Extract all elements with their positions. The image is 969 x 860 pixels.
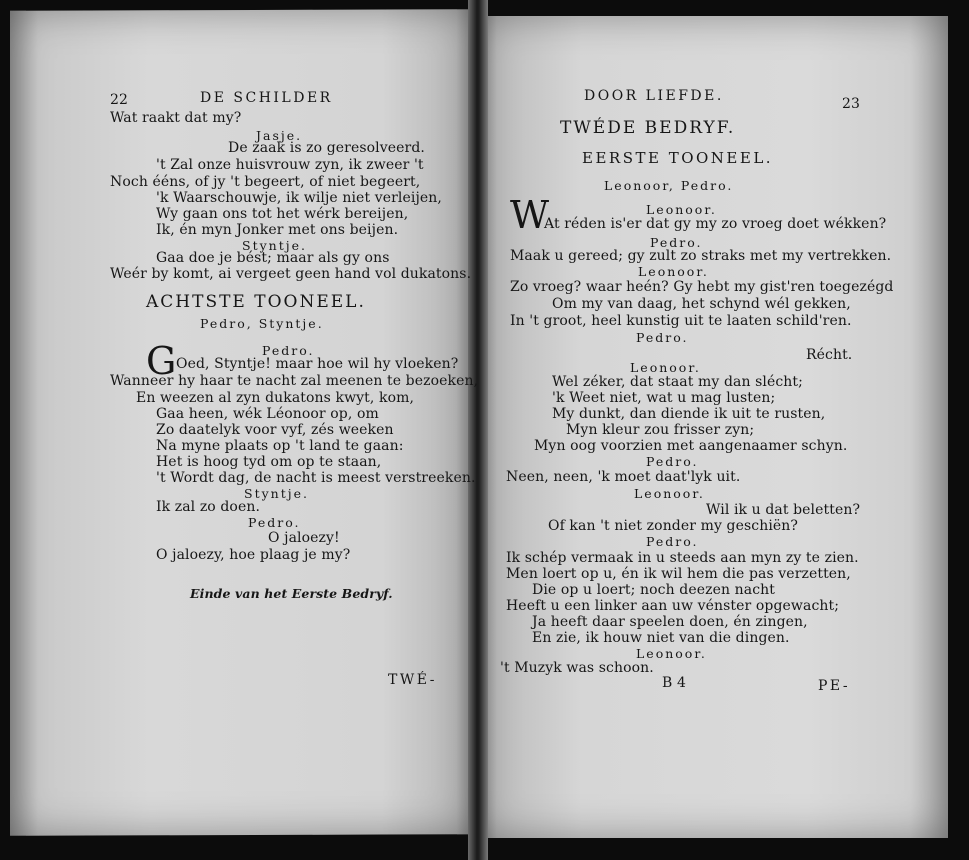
- right-leonoor-line-3: In 't groot, heel kunstig uit te laaten schild'ren.: [510, 313, 852, 329]
- left-page-number: 22: [110, 92, 129, 108]
- speaker-leonoor-right-5: Leonoor.: [636, 646, 707, 661]
- right-leonoor-line-2: Om my van daag, het schynd wél gekken,: [552, 296, 851, 312]
- right-line-geschien: Of kan 't niet zonder my geschiën?: [548, 518, 799, 534]
- right-signature: B 4: [662, 675, 686, 691]
- left-speech-1: Oed, Styntje! maar hoe wil hy vloeken?: [176, 356, 459, 372]
- right-leonoor2-line-2: 'k Weet niet, wat u mag lusten;: [552, 390, 776, 406]
- speaker-pedro-right-3: Pedro.: [646, 454, 699, 469]
- left-scene-characters: Pedro, Styntje.: [200, 316, 324, 331]
- speaker-styntje-left-2: Styntje.: [244, 486, 309, 501]
- book-gutter: [468, 0, 488, 860]
- right-pedro-line-1: Ik schép vermaak in u steeds aan myn zy te zien.: [506, 550, 859, 566]
- left-line-1: Wat raakt dat my?: [110, 110, 242, 126]
- left-speech-5: Zo daatelyk voor vyf, zés weeken: [156, 422, 394, 438]
- right-pedro-line-4: Heeft u een linker aan uw vénster opgewacht;: [506, 598, 840, 614]
- right-pedro-line-2: Men loert op u, én ik wil hem die pas verzetten,: [506, 566, 851, 582]
- left-drop-cap: G: [146, 339, 177, 383]
- right-leonoor2-line-1: Wel zéker, dat staat my dan slécht;: [552, 374, 803, 390]
- left-speech-8: 't Wordt dag, de nacht is meest verstreeken.: [156, 470, 476, 486]
- speaker-pedro-left-2: Pedro.: [248, 515, 301, 530]
- left-speech-7: Het is hoog tyd om op te staan,: [156, 454, 382, 470]
- speaker-leonoor-right-1: Leonoor.: [646, 202, 717, 217]
- right-leonoor2-line-5: Myn oog voorzien met aangenaamer schyn.: [534, 438, 848, 454]
- left-line-3: De zaak is zo geresolveerd.: [228, 140, 425, 156]
- left-line-10: Gaa doe je bést; maar als gy ons: [156, 250, 390, 266]
- right-line-neen: Neen, neen, 'k moet daat'lyk uit.: [506, 469, 741, 485]
- right-catchword: PE-: [818, 678, 851, 694]
- right-leonoor2-line-3: My dunkt, dan diende ik uit te rusten,: [552, 406, 826, 422]
- left-speech-4: Gaa heen, wék Léonoor op, om: [156, 406, 379, 422]
- left-scene-heading: ACHTSTE TOONEEL.: [146, 292, 366, 312]
- speaker-pedro-right-4: Pedro.: [646, 534, 699, 549]
- left-speech-3: En weezen al zyn dukatons kwyt, kom,: [136, 390, 415, 406]
- left-line-11: Weér by komt, ai vergeet geen hand vol dukatons.: [110, 266, 472, 282]
- right-line-beletten: Wil ik u dat beletten?: [706, 502, 861, 518]
- right-scene-heading: EERSTE TOONEEL.: [582, 149, 774, 167]
- left-line-4: 't Zal onze huisvrouw zyn, ik zweer 't: [156, 157, 424, 173]
- right-line-muzyk: 't Muzyk was schoon.: [500, 660, 654, 676]
- right-pedro-line-3: Die op u loert; noch deezen nacht: [532, 582, 775, 598]
- left-speech-2: Wanneer hy haar te nacht zal meenen te bezoeken,: [110, 373, 479, 389]
- speaker-leonoor-right-3: Leonoor.: [630, 360, 701, 375]
- left-line-7: Wy gaan ons tot het wérk bereijen,: [156, 206, 409, 222]
- left-line-5: Noch ééns, of jy 't begeert, of niet begeert,: [110, 174, 421, 190]
- right-line-recht: Récht.: [806, 347, 853, 363]
- speaker-jasje: Jasje.: [256, 128, 303, 143]
- right-pedro-line-5: Ja heeft daar speelen doen, én zingen,: [532, 614, 808, 630]
- left-end-note: Einde van het Eerste Bedryf.: [190, 586, 393, 601]
- speaker-leonoor-right-2: Leonoor.: [638, 264, 709, 279]
- left-catchword: TWÉ-: [388, 672, 437, 688]
- left-running-head: DE SCHILDER: [200, 90, 333, 106]
- left-line-jaloezy-1: O jaloezy!: [268, 530, 340, 546]
- speaker-leonoor-right-4: Leonoor.: [634, 486, 705, 501]
- right-drop-cap: W: [510, 193, 550, 237]
- right-first-line: At réden is'er dat gy my zo vroeg doet wékken?: [544, 216, 887, 232]
- left-speech-6: Na myne plaats op 't land te gaan:: [156, 438, 404, 454]
- speaker-styntje: Styntje.: [242, 238, 307, 253]
- right-leonoor2-line-4: Myn kleur zou frisser zyn;: [566, 422, 755, 438]
- right-scene-characters: Leonoor, Pedro.: [604, 178, 734, 193]
- right-page-number: 23: [842, 96, 861, 112]
- left-line-jaloezy-2: O jaloezy, hoe plaag je my?: [156, 547, 351, 563]
- speaker-pedro-right-2: Pedro.: [636, 330, 689, 345]
- right-act-heading: TWÉDE BEDRYF.: [560, 118, 736, 138]
- right-pedro-line-6: En zie, ik houw niet van die dingen.: [532, 630, 790, 646]
- left-line-6: 'k Waarschouwje, ik wilje niet verleijen,: [156, 190, 442, 206]
- right-running-head: DOOR LIEFDE.: [584, 88, 724, 104]
- speaker-pedro-right-1: Pedro.: [650, 235, 703, 250]
- left-line-8: Ik, én myn Jonker met ons beijen.: [156, 222, 399, 238]
- left-line-doen: Ik zal zo doen.: [156, 499, 261, 515]
- speaker-pedro-left-1: Pedro.: [262, 343, 315, 358]
- right-leonoor-line-1: Zo vroeg? waar heén? Gy hebt my gist'ren toegezégd: [510, 279, 894, 295]
- right-line-gereed: Maak u gereed; gy zult zo straks met my vertrekken.: [510, 248, 892, 264]
